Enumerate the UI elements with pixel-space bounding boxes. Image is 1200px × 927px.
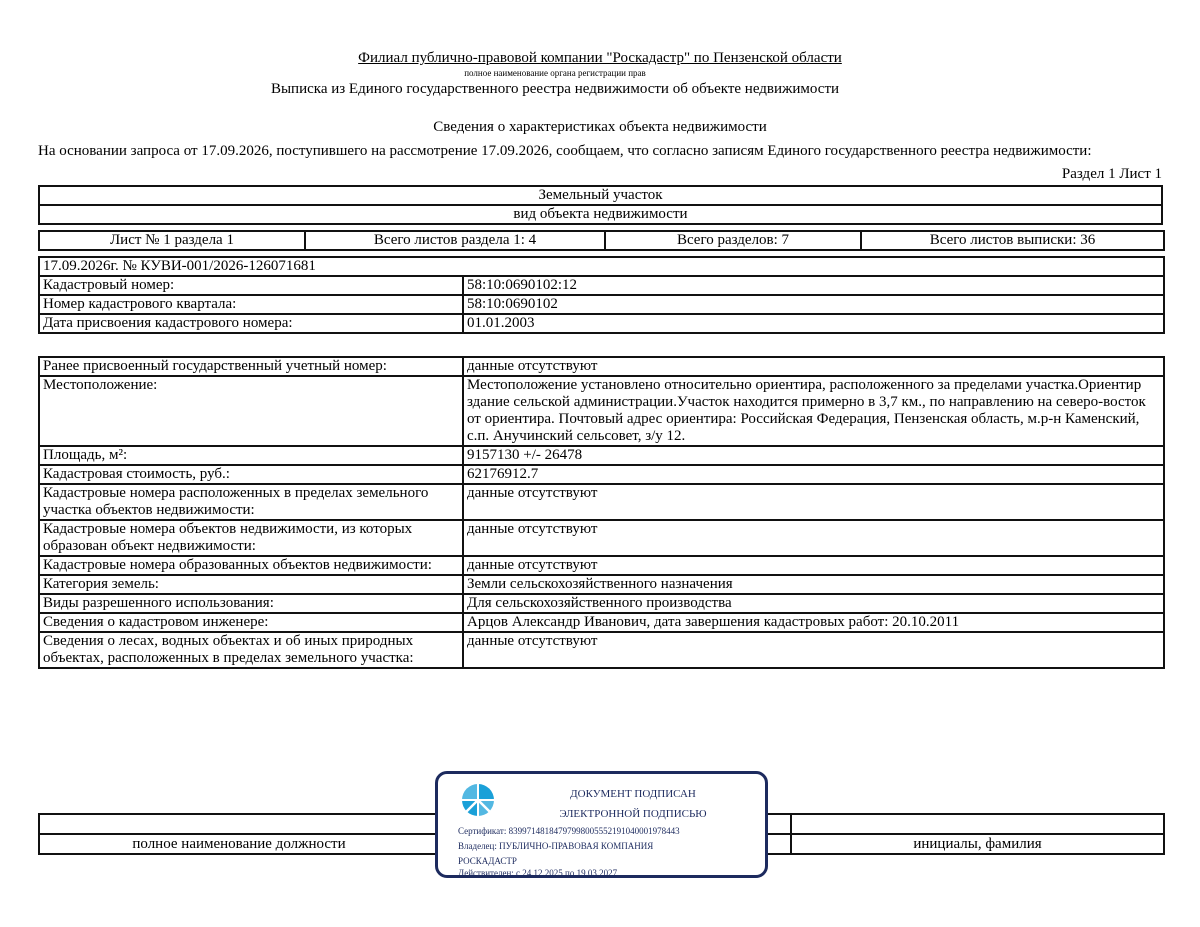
row-label: Виды разрешенного использования:	[39, 594, 463, 613]
section-title: Сведения о характеристиках объекта недвижимости	[433, 119, 767, 135]
row-value: 58:10:0690102	[463, 295, 1164, 314]
row-label: Дата присвоения кадастрового номера:	[39, 314, 463, 333]
row-label: Категория земель:	[39, 575, 463, 594]
row-label: Ранее присвоенный государственный учетный номер:	[39, 357, 463, 376]
table-row	[39, 575, 1164, 594]
row-value: Для сельскохозяйственного производства	[463, 594, 1164, 613]
row-value: Местоположение установлено относительно ориентира, расположенного за пределами участка.Ориентир здание сельской администрации.Участок находится примерно в 3,7 км., по направлению на северо-восток от ориентира. Почтовый адрес ориентира: Российская Федерация, Пензенская область, м.р-н Каменский, с.п. Анучинский сельсовет, з/у 12.	[463, 376, 1164, 446]
properties-table	[38, 356, 1165, 669]
row-value: Арцов Александр Иванович, дата завершения кадастровых работ: 20.10.2011	[463, 613, 1164, 632]
stamp-line-1: ДОКУМЕНТ ПОДПИСАН	[570, 788, 696, 800]
intro-text: На основании запроса от 17.09.2026, поступившего на рассмотрение 17.09.2026, сообщаем, что согласно записям Единого государственного реестра недвижимости:	[38, 143, 1092, 159]
row-value: данные отсутствуют	[463, 357, 1164, 376]
total-sheets-count: Всего листов выписки: 36	[861, 231, 1164, 250]
row-label: Кадастровая стоимость, руб.:	[39, 465, 463, 484]
table-row	[39, 556, 1164, 575]
object-kind-table	[38, 185, 1163, 225]
table-row	[39, 594, 1164, 613]
electronic-signature-stamp	[435, 771, 768, 878]
organization-name: Филиал публично-правовой компании "Роскадастр" по Пензенской области	[358, 50, 842, 66]
row-value: данные отсутствуют	[463, 484, 1164, 520]
sheet-reference: Раздел 1 Лист 1	[1061, 166, 1162, 182]
table-row	[39, 276, 1164, 295]
position-field	[39, 814, 439, 834]
table-row	[39, 446, 1164, 465]
stamp-validity: Действителен: с 24.12.2025 по 19.03.2027	[458, 868, 618, 878]
table-row	[39, 357, 1164, 376]
row-label: Кадастровые номера объектов недвижимости, из которых образован объект недвижимости:	[39, 520, 463, 556]
name-field	[791, 814, 1164, 834]
rosreestr-logo-icon	[458, 780, 498, 820]
organization-caption: полное наименование органа регистрации прав	[464, 68, 646, 78]
statement-id: 17.09.2026г. № КУВИ-001/2026-126071681	[39, 257, 1164, 276]
object-kind-caption: вид объекта недвижимости	[39, 205, 1162, 224]
row-label: Номер кадастрового квартала:	[39, 295, 463, 314]
cadastral-main-table	[38, 256, 1165, 334]
row-value: данные отсутствуют	[463, 632, 1164, 668]
object-kind-value: Земельный участок	[39, 186, 1162, 205]
row-value: 01.01.2003	[463, 314, 1164, 333]
document-title: Выписка из Единого государственного реестра недвижимости об объекте недвижимости	[270, 81, 840, 97]
row-value: данные отсутствуют	[463, 556, 1164, 575]
row-label: Сведения о кадастровом инженере:	[39, 613, 463, 632]
table-row	[39, 295, 1164, 314]
stamp-line-2: ЭЛЕКТРОННОЙ ПОДПИСЬЮ	[559, 808, 707, 820]
stamp-certificate: Сертификат: 83997148184797998005552191040001978443	[458, 826, 680, 836]
table-row	[39, 484, 1164, 520]
table-row	[39, 613, 1164, 632]
stamp-owner-2: РОСКАДАСТР	[458, 856, 517, 866]
row-label: Площадь, м²:	[39, 446, 463, 465]
table-row	[39, 632, 1164, 668]
sheet-number: Лист № 1 раздела 1	[39, 231, 305, 250]
row-value: 58:10:0690102:12	[463, 276, 1164, 295]
table-row	[39, 465, 1164, 484]
position-caption: полное наименование должности	[39, 834, 439, 854]
row-label: Сведения о лесах, водных объектах и об иных природных объектах, расположенных в пределах земельного участка:	[39, 632, 463, 668]
table-row	[39, 376, 1164, 446]
row-label: Кадастровые номера расположенных в пределах земельного участка объектов недвижимости:	[39, 484, 463, 520]
stamp-owner: Владелец: ПУБЛИЧНО-ПРАВОВАЯ КОМПАНИЯ	[458, 841, 654, 851]
section-sheets-count: Всего листов раздела 1: 4	[305, 231, 605, 250]
row-value: 62176912.7	[463, 465, 1164, 484]
row-label: Кадастровые номера образованных объектов недвижимости:	[39, 556, 463, 575]
table-row	[39, 520, 1164, 556]
sections-count: Всего разделов: 7	[605, 231, 861, 250]
row-value: данные отсутствуют	[463, 520, 1164, 556]
name-caption: инициалы, фамилия	[791, 834, 1164, 854]
row-label: Кадастровый номер:	[39, 276, 463, 295]
sheets-info-table	[38, 230, 1165, 251]
row-value: Земли сельскохозяйственного назначения	[463, 575, 1164, 594]
table-row	[39, 314, 1164, 333]
row-label: Местоположение:	[39, 376, 463, 446]
row-value: 9157130 +/- 26478	[463, 446, 1164, 465]
